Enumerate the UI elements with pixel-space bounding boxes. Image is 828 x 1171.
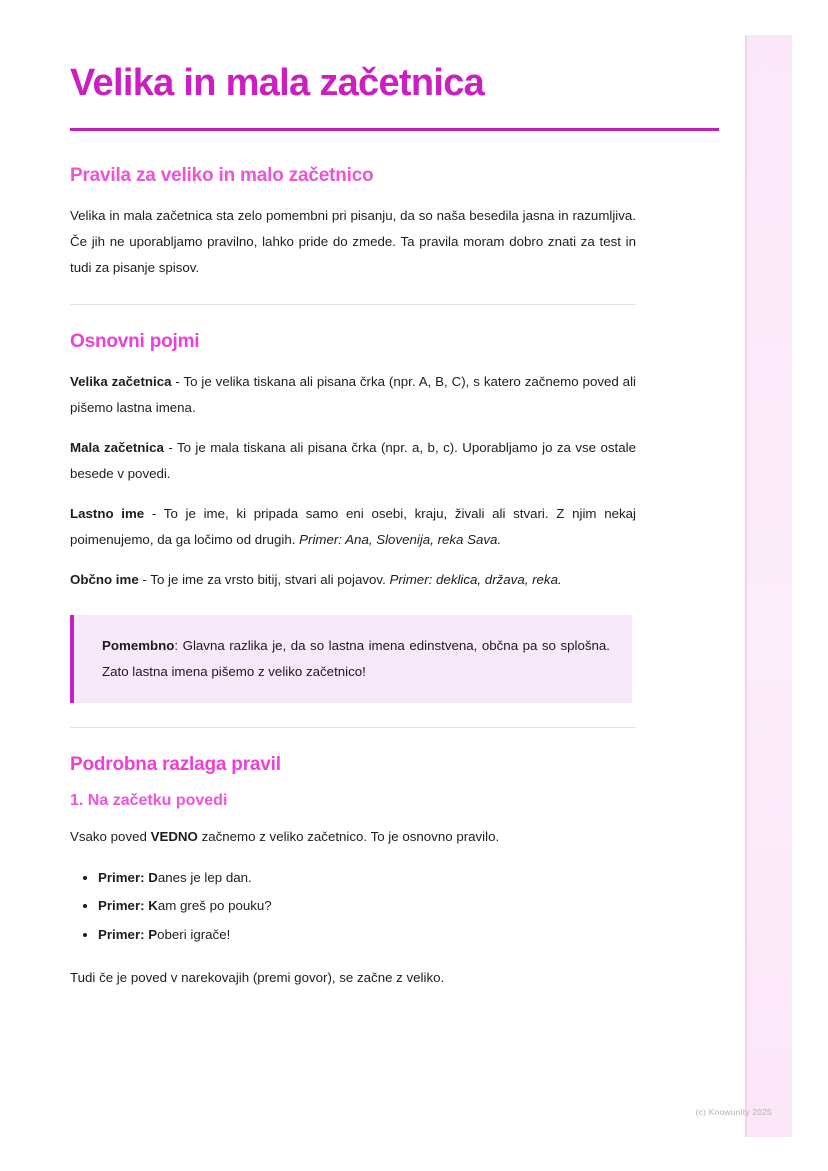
term-label: Lastno ime xyxy=(70,506,145,522)
term-label: Velika začetnica xyxy=(70,374,172,390)
section-heading-basics: Osnovni pojmi xyxy=(70,331,200,353)
example-text: am greš po pouku? xyxy=(157,898,272,914)
example-text: anes je lep dan. xyxy=(157,869,252,885)
callout-label: Pomembno xyxy=(102,637,175,653)
term-example: Primer: deklica, država, reka. xyxy=(389,571,562,587)
term-label: Mala začetnica xyxy=(70,440,164,456)
list-item xyxy=(98,921,636,950)
important-callout xyxy=(70,615,632,703)
term-entry xyxy=(70,501,636,553)
section-paragraph-rules: Velika in mala začetnica sta zelo pomembni pri pisanju, da so naša besedila jasna in razumljiva. Če jih ne uporabljamo pravilno, lahko pride do zmede. Ta pravila moram dobro znati za test in tudi za pisanje spisov. xyxy=(70,207,636,275)
copyright-footer: (c) Knowunity 2025 xyxy=(695,1107,772,1117)
section-divider-1 xyxy=(70,304,636,305)
list-item xyxy=(98,892,636,921)
example-list xyxy=(70,864,636,950)
rule-intro-after: začnemo z veliko začetnico. To je osnovno pravilo. xyxy=(197,828,500,844)
section-heading-detailed: Podrobna razlaga pravil xyxy=(70,753,281,775)
term-example: Primer: Ana, Slovenija, reka Sava. xyxy=(299,532,502,548)
rule-intro-paragraph xyxy=(70,824,636,850)
section-heading-rules: Pravila za veliko in malo začetnico xyxy=(70,164,374,186)
decorative-side-stripe xyxy=(747,35,792,1137)
rule-closing-paragraph: Tudi če je poved v narekovajih (premi govor), se začne z veliko. xyxy=(70,970,445,986)
rule-intro-before: Vsako poved xyxy=(70,828,151,844)
term-definition: - To je ime za vrsto bitij, stvari ali pojavov. xyxy=(138,571,390,587)
page-title: Velika in mala začetnica xyxy=(70,62,485,104)
document-content xyxy=(70,62,636,991)
term-definition: - To je velika tiskana ali pisana črka (npr. A, B, C), s katero začnemo poved ali pišemo lastna imena. xyxy=(70,374,636,416)
example-label: Primer: P xyxy=(98,926,158,942)
term-definition: - To je mala tiskana ali pisana črka (npr. a, b, c). Uporabljamo jo za vse ostale besede v povedi. xyxy=(70,440,637,482)
rule-intro-emphasis: VEDNO xyxy=(150,828,198,844)
term-definition: - To je ime, ki pripada samo eni osebi, kraju, živali ali stvari. Z njim nekaj poimenujemo, da ga ločimo od drugih. xyxy=(70,506,636,548)
term-entry xyxy=(70,567,636,593)
example-text: oberi igrače! xyxy=(157,926,231,942)
example-label: Primer: K xyxy=(98,898,158,914)
subsection-heading-sentence-start: 1. Na začetku povedi xyxy=(70,791,228,809)
term-label: Občno ime xyxy=(70,571,139,587)
callout-body: : Glavna razlika je, da so lastna imena edinstvena, občna pa so splošna. Zato lastna imena pišemo z veliko začetnico! xyxy=(102,637,610,679)
example-label: Primer: D xyxy=(98,869,158,885)
section-divider-2 xyxy=(70,727,636,728)
title-underline xyxy=(70,128,719,131)
callout-text xyxy=(102,633,610,685)
term-entry xyxy=(70,435,636,487)
term-entry xyxy=(70,369,636,421)
list-item xyxy=(98,864,636,893)
decorative-side-stripe-edge xyxy=(745,35,747,1137)
